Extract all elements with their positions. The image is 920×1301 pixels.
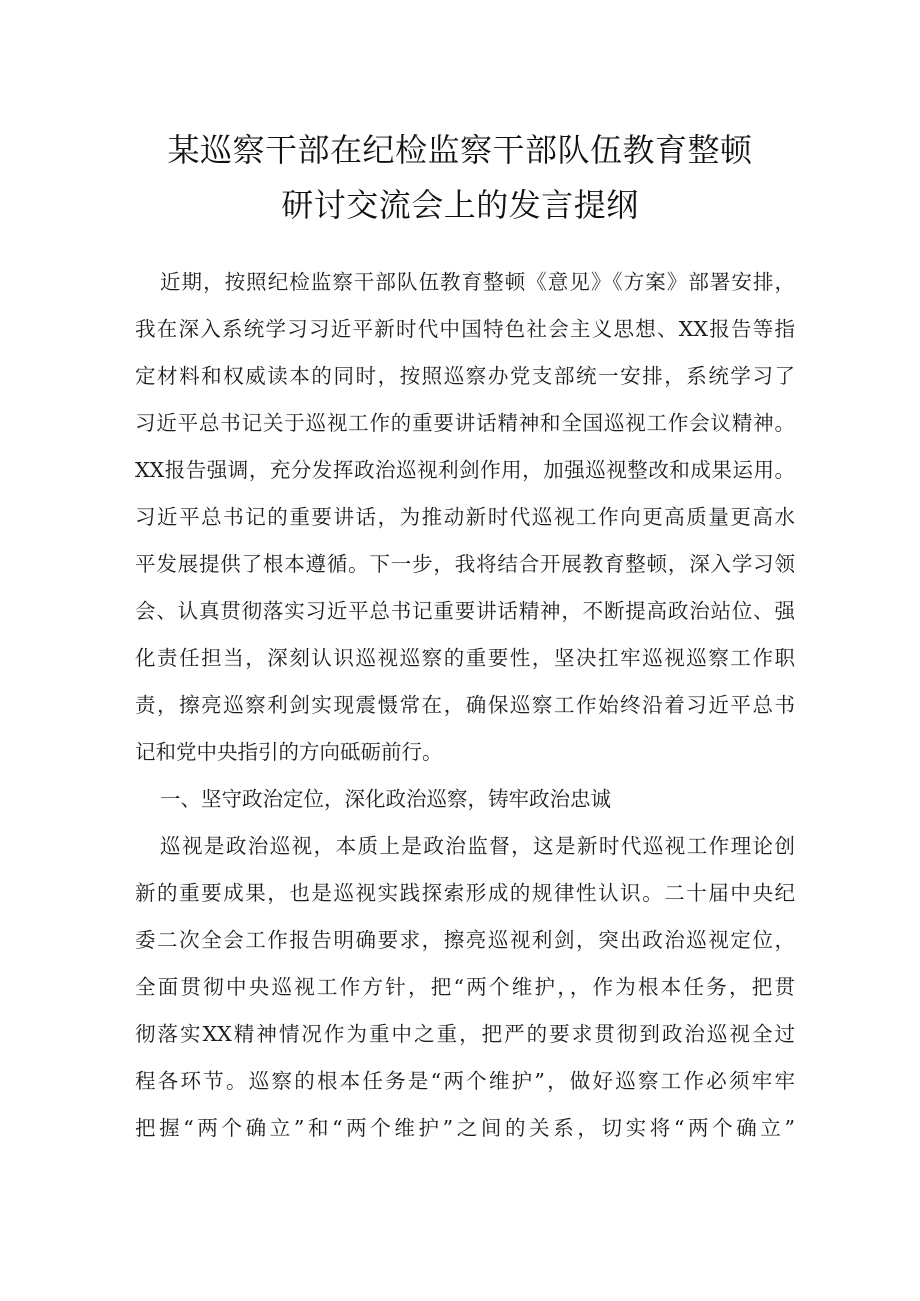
body-line: 近期，按照纪检监察干部队伍教育整顿《意见》《方案》部署安排， [160,270,795,294]
body-line: 新的重要成果，也是巡视实践探索形成的规律性认识。二十届中央纪 [135,881,795,905]
body-line: 记和党中央指引的方向砥砺前行。 [135,740,443,764]
body-line: 委二次全会工作报告明确要求，擦亮巡视利剑，突出政治巡视定位， [135,928,795,952]
body-line: 习近平总书记的重要讲话，为推动新时代巡视工作向更高质量更高水 [135,505,795,529]
body-line: 我在深入系统学习习近平新时代中国特色社会主义思想、XX报告等指 [135,317,795,341]
body-line: XX报告强调，充分发挥政治巡视利剑作用，加强巡视整改和成果运用。 [135,458,795,482]
body-line: 化责任担当，深刻认识巡视巡察的重要性，坚决扛牢巡视巡察工作职 [135,646,795,670]
body-line: 责，擦亮巡察利剑实现震慑常在，确保巡察工作始终沿着习近平总书 [135,693,795,717]
body-line: 会、认真贯彻落实习近平总书记重要讲话精神，不断提高政治站位、强 [135,599,795,623]
body-line: 彻落实XX精神情况作为重中之重，把严的要求贯彻到政治巡视全过 [135,1022,795,1046]
body-line: 定材料和权威读本的同时，按照巡察办党支部统一安排，系统学习了 [135,364,795,388]
document-title-line-2: 研讨交流会上的发言提纲 [281,186,639,224]
body-line: 把握“两个确立”和“两个维护”之间的关系，切实将“两个确立” [135,1116,795,1140]
body-line: 平发展提供了根本遵循。下一步，我将结合开展教育整顿，深入学习领 [135,552,795,576]
body-line: 习近平总书记关于巡视工作的重要讲话精神和全国巡视工作会议精神。 [135,411,795,435]
body-line: 巡视是政治巡视，本质上是政治监督，这是新时代巡视工作理论创 [160,834,795,858]
body-line: 程各环节。巡察的根本任务是“两个维护”，做好巡察工作必须牢牢 [135,1069,795,1093]
body-line: 全面贯彻中央巡视工作方针，把“两个维护，，作为根本任务，把贯 [135,975,795,999]
document-title-line-1: 某巡察干部在纪检监察干部队伍教育整顿 [167,131,753,169]
section-heading: 一、坚守政治定位，深化政治巡察，铸牢政治忠诚 [160,787,611,811]
